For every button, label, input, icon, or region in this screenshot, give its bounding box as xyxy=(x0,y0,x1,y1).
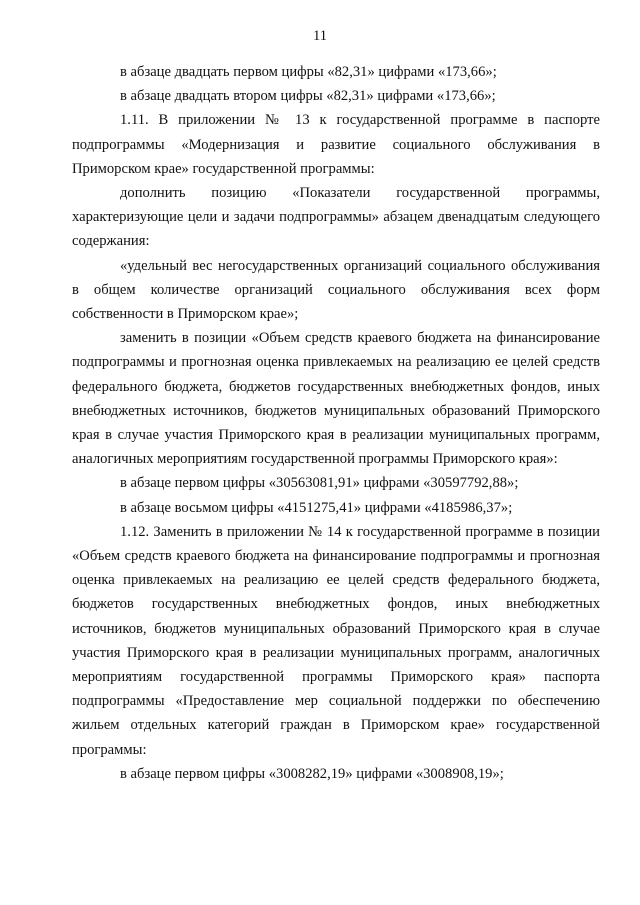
paragraph-eighth-abzac: в абзаце восьмом цифры «4151275,41» цифрами «4185986,37»; xyxy=(120,499,513,516)
document-body xyxy=(72,60,600,786)
paragraph-replace-position: заменить в позиции «Объем средств краевого бюджета на финансирование подпрограммы и прогнозная оценка привлекаемых на реализацию ее целей средств федерального бюджета, бюджетов государственных внебюджетных фондов, иных внебюджетных источников, бюджетов муниципальных образований Приморского края в случае участия Приморского края в реализации муниципальных программ, аналогичных мероприятиям государственной программы Приморского края»: xyxy=(72,330,600,468)
paragraph-add-position: дополнить позицию «Показатели государственной программы, характеризующие цели и задачи подпрограммы» абзацем двенадцатым следующего содержания: xyxy=(72,185,600,250)
paragraph-1-12: 1.12. Заменить в приложении № 14 к государственной программе в позиции «Объем средств краевого бюджета на финансирование подпрограммы и прогнозная оценка привлекаемых на реализацию ее целей средств федерального бюджета, бюджетов государственных внебюджетных фондов, иных внебюджетных источников, бюджетов муниципальных образований Приморского края в случае участия Приморского края в реализации муниципальных программ, аналогичных мероприятиям государственной программы Приморского края» паспорта подпрограммы «Предоставление мер социальной поддержки по обеспечению жильем отдельных категорий граждан в Приморском крае» государственной программы: xyxy=(72,523,600,758)
paragraph-final-abzac: в абзаце первом цифры «3008282,19» цифрами «3008908,19»; xyxy=(120,765,504,782)
page-number: 11 xyxy=(312,28,328,44)
paragraph-quoted-indicator: «удельный вес негосударственных организаций социального обслуживания в общем количестве организаций социального обслуживания всех форм собственности в Приморском крае»; xyxy=(72,257,600,323)
paragraph-1-11: 1.11. В приложении № 13 к государственной программе в паспорте подпрограммы «Модернизация и развитие социального обслуживания в Приморском крае» государственной программы: xyxy=(72,112,600,177)
paragraph-2: в абзаце двадцать втором цифры «82,31» цифрами «173,66»; xyxy=(120,88,496,105)
paragraph-first-abzac: в абзаце первом цифры «30563081,91» цифрами «30597792,88»; xyxy=(120,475,519,492)
paragraph-1: в абзаце двадцать первом цифры «82,31» цифрами «173,66»; xyxy=(120,64,497,80)
